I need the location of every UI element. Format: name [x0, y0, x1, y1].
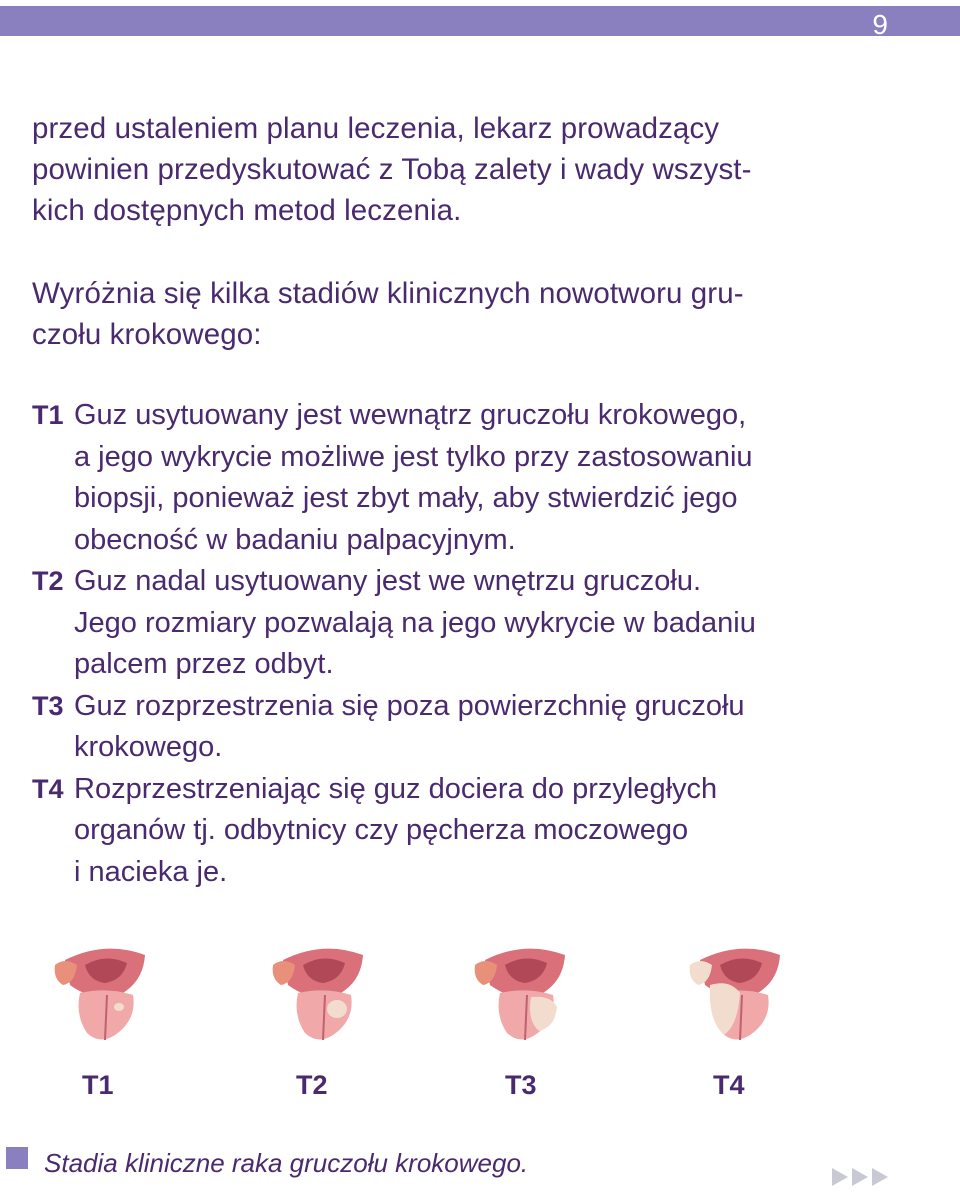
stage-description: [74, 561, 802, 686]
stage-item: [32, 769, 802, 894]
stage-label: T2: [32, 566, 64, 596]
prostate-t2-illustration: [263, 935, 383, 1055]
page-number: 9: [872, 9, 888, 40]
text-line: Wyróżnia się kilka stadiów klinicznych nowotworu gru-: [32, 277, 744, 310]
illustration-label-t1: T1: [82, 1070, 114, 1100]
figure-caption: Stadia kliniczne raka gruczołu krokowego.: [44, 1148, 529, 1178]
stage-label: T1: [32, 400, 64, 430]
text-line: a jego wykrycie możliwe jest tylko przy zastosowaniu: [74, 440, 753, 473]
text-line: Guz rozprzestrzenia się poza powierzchnię gruczołu: [74, 689, 745, 722]
text-line: obecność w badaniu palpacyjnym.: [74, 523, 516, 556]
text-line: kich dostępnych metod leczenia.: [32, 194, 462, 227]
text-line: palcem przez odbyt.: [74, 648, 334, 680]
stage-item: [32, 686, 802, 769]
arrow-icon: [872, 1168, 888, 1186]
arrow-icon: [832, 1168, 848, 1186]
stage-description: [74, 395, 802, 561]
caption-marker: [6, 1147, 28, 1169]
text-line: przed ustaleniem planu leczenia, lekarz prowadzący: [32, 112, 720, 145]
text-line: Rozprzestrzeniając się guz dociera do przyległych: [74, 772, 718, 805]
illustration-label-t2: T2: [296, 1070, 328, 1100]
text-line: biopsji, ponieważ jest zbyt mały, aby stwierdzić jego: [74, 482, 738, 514]
text-line: Guz usytuowany jest wewnątrz gruczołu krokowego,: [74, 399, 747, 431]
text-line: Jego rozmiary pozwalają na jego wykrycie w badaniu: [74, 606, 756, 639]
text-line: krokowego.: [74, 731, 223, 763]
text-line: czołu krokowego:: [32, 318, 262, 351]
text-line: Guz nadal usytuowany jest we wnętrzu gruczołu.: [74, 565, 702, 597]
arrow-icon: [852, 1168, 868, 1186]
header-bar: [0, 6, 960, 40]
text-line: i nacieka je.: [74, 855, 228, 888]
stage-list: [32, 395, 802, 893]
stage-description: [74, 769, 802, 894]
stages-intro-paragraph: [32, 273, 744, 355]
text-line: powinien przedyskutować z Tobą zalety i wady wszyst-: [32, 153, 752, 186]
stage-label: T3: [32, 690, 64, 721]
next-page-arrows-icon[interactable]: [832, 1168, 888, 1186]
intro-paragraph: [32, 108, 752, 231]
stage-item: [32, 561, 802, 686]
stage-label: T4: [32, 773, 64, 804]
stage-item: [32, 395, 802, 561]
prostate-t3-illustration: [465, 935, 585, 1055]
prostate-t4-illustration: [680, 935, 800, 1055]
illustration-label-t3: T3: [505, 1070, 537, 1100]
prostate-illustrations: [40, 935, 830, 1055]
illustration-label-t4: T4: [713, 1070, 745, 1100]
stage-description: [74, 686, 802, 769]
text-line: organów tj. odbytnicy czy pęcherza moczowego: [74, 814, 689, 846]
prostate-t1-illustration: [45, 935, 165, 1055]
